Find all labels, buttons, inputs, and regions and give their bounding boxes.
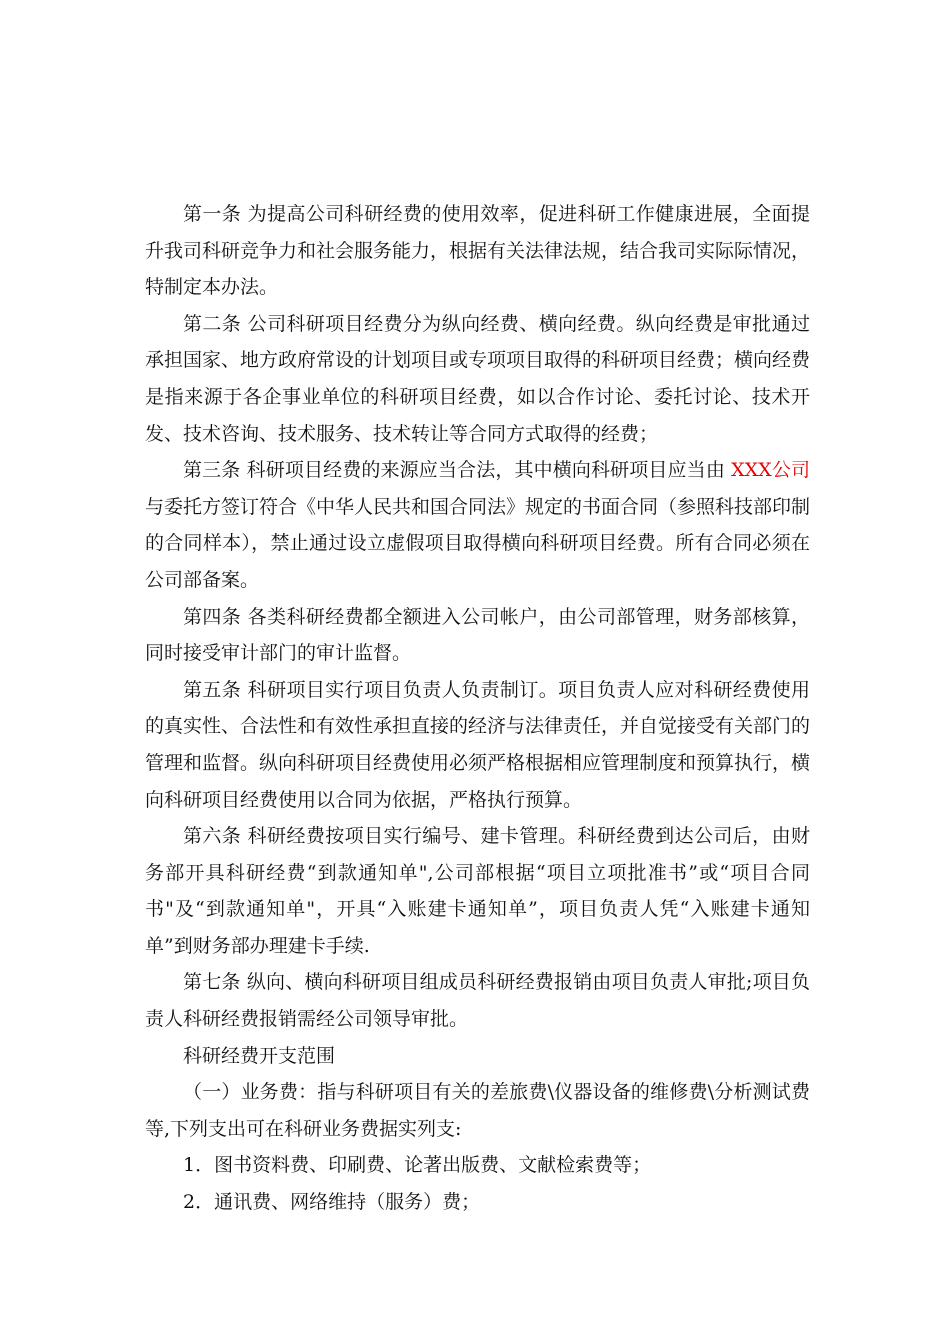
- section-heading-expense-scope: 科研经费开支范围: [183, 1044, 336, 1067]
- article-4-paragraph: 第四条 各类科研经费都全额进入公司帐户，由公司部管理，财务部核算，同时接受审计部门的审计监督。: [145, 605, 810, 665]
- list-item-2: 2．通讯费、网络维持（服务）费；: [183, 1191, 481, 1214]
- article-5-paragraph: 第五条 科研项目实行项目负责人负责制订。项目负责人应对科研经费使用的真实性、合法性和有效性承担直接的经济与法律责任，并自觉接受有关部门的管理和监督。纵向科研项目经费使用必须严格根据相应管理制度和预算执行，横向科研项目经费使用以合同为依据，严格执行预算。: [145, 678, 811, 811]
- article-7-paragraph: 第七条 纵向、横向科研项目组成员科研经费报销由项目负责人审批;项目负责人科研经费报销需经公司领导审批。: [145, 971, 810, 1031]
- article-3-text-before: 第三条 科研项目经费的来源应当合法，其中横向科研项目应当由: [183, 459, 732, 482]
- list-item-1: 1．图书资料费、印刷费、论著出版费、文献检索费等；: [183, 1154, 652, 1177]
- article-3-paragraph: [145, 452, 810, 598]
- company-name-highlight: XXX公司: [731, 459, 810, 482]
- article-6-paragraph: 第六条 科研经费按项目实行编号、建卡管理。科研经费到达公司后，由财务部开具科研经费“到款通知单",公司部根据“项目立项批准书”或“项目合同书"及“到款通知单"，开具“入账建卡通知单”，项目负责人凭“入账建卡通知单”到财务部办理建卡手续.: [145, 825, 810, 957]
- article-1-paragraph: 第一条 为提高公司科研经费的使用效率，促进科研工作健康进展，全面提升我司科研竞争力和社会服务能力，根据有关法律法规，结合我司实际际情况，特制定本办法。: [145, 203, 811, 299]
- article-3-text-after: 与委托方签订符合《中华人民共和国合同法》规定的书面合同（参照科技部印制的合同样本），禁止通过设立虚假项目取得横向科研项目经费。所有合同必须在公司部备案。: [145, 495, 811, 591]
- business-expense-paragraph: （一）业务费：指与科研项目有关的差旅费\仪器设备的维修费\分析测试费等,下列支出可在科研业务费据实列支:: [145, 1081, 810, 1140]
- document-body: [145, 196, 810, 1221]
- article-2-paragraph: 第二条 公司科研项目经费分为纵向经费、横向经费。纵向经费是审批通过承担国家、地方政府常设的计划项目或专项项目取得的科研项目经费；横向经费是指来源于各企事业单位的科研项目经费，如以合作讨论、委托讨论、技术开发、技术咨询、技术服务、技术转让等合同方式取得的经费；: [145, 312, 811, 445]
